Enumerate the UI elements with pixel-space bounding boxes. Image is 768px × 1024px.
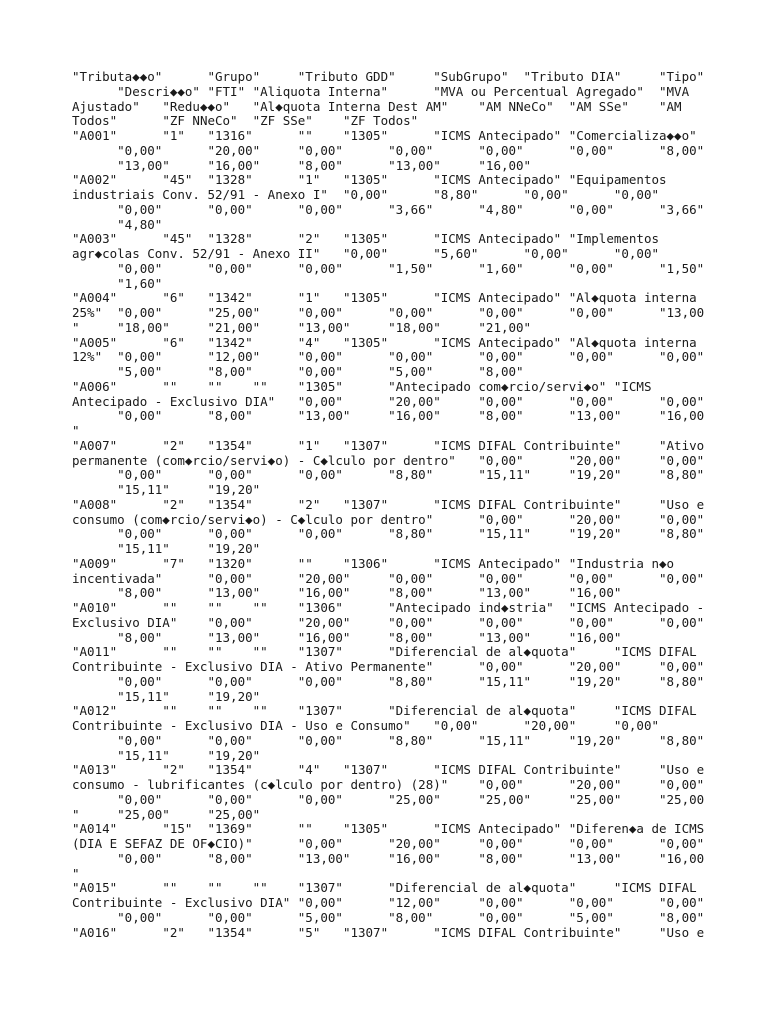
- text-line: 12%" "0,00" "12,00" "0,00" "0,00" "0,00" "0,00" "0,00": [72, 349, 705, 365]
- text-line: Ajustado" "Redu◆◆o" "Al◆quota Interna Dest AM" "AM NNeCo" "AM SSe" "AM: [72, 98, 682, 114]
- text-line: "A013" "2" "1354" "4" "1307" "ICMS DIFAL Contribuinte" "Uso e: [72, 762, 705, 778]
- text-line: (DIA E SEFAZ DE OF◆CIO)" "0,00" "20,00" "0,00" "0,00" "0,00": [72, 836, 705, 851]
- text-line: "A011" "" "" "" "1307" "Diferencial de al◆quota" "ICMS DIFAL: [72, 644, 697, 660]
- text-line: "0,00" "20,00" "0,00" "0,00" "0,00" "0,00" "8,00": [72, 142, 705, 158]
- text-line: "A016" "2" "1354" "5" "1307" "ICMS DIFAL Contribuinte" "Uso e: [72, 924, 705, 940]
- text-line: "0,00" "0,00" "0,00" "8,80" "15,11" "19,20" "8,80": [72, 732, 705, 748]
- text-line: " "25,00" "25,00": [72, 806, 261, 822]
- text-line: "Descri◆◆o" "FTI" "Aliquota Interna" "MVA ou Percentual Agregado" "MVA: [72, 83, 690, 99]
- text-line: "13,00" "16,00" "8,00" "13,00" "16,00": [72, 157, 532, 173]
- text-line: "0,00" "0,00" "0,00" "8,80" "15,11" "19,20" "8,80": [72, 467, 705, 483]
- text-line: "A015" "" "" "" "1307" "Diferencial de al◆quota" "ICMS DIFAL: [72, 880, 697, 896]
- text-line: Contribuinte - Exclusivo DIA" "0,00" "12,00" "0,00" "0,00" "0,00": [72, 895, 705, 910]
- text-line: "5,00" "8,00" "0,00" "5,00" "8,00": [72, 364, 524, 379]
- tab-delimited-text-body: [72, 70, 704, 940]
- text-line: "A012" "" "" "" "1307" "Diferencial de al◆quota" "ICMS DIFAL: [72, 703, 697, 719]
- text-line: "A005" "6" "1342" "4" "1305" "ICMS Antecipado" "Al◆quota interna: [72, 334, 697, 350]
- text-line: "A008" "2" "1354" "2" "1307" "ICMS DIFAL Contribuinte" "Uso e: [72, 496, 705, 512]
- text-line: "8,00" "13,00" "16,00" "8,00" "13,00" "16,00": [72, 629, 622, 645]
- text-line: "4,80": [72, 216, 163, 232]
- text-line: "A001" "1" "1316" "" "1305" "ICMS Antecipado" "Comercializa◆◆o": [72, 128, 697, 143]
- text-line: "A007" "2" "1354" "1" "1307" "ICMS DIFAL Contribuinte" "Ativo: [72, 437, 705, 453]
- text-line: " "18,00" "21,00" "13,00" "18,00" "21,00": [72, 319, 532, 335]
- text-line: Antecipado - Exclusivo DIA" "0,00" "20,00" "0,00" "0,00" "0,00": [72, 393, 705, 409]
- text-line: incentivada" "0,00" "20,00" "0,00" "0,00" "0,00" "0,00": [72, 570, 705, 586]
- text-line: "A010" "" "" "" "1306" "Antecipado ind◆stria" "ICMS Antecipado -: [72, 600, 705, 615]
- text-line: "0,00" "0,00" "0,00" "8,80" "15,11" "19,20" "8,80": [72, 673, 705, 689]
- text-line: "A002" "45" "1328" "1" "1305" "ICMS Antecipado" "Equipamentos: [72, 172, 667, 188]
- text-line: Contribuinte - Exclusivo DIA - Ativo Permanente" "0,00" "20,00" "0,00": [72, 659, 705, 674]
- text-line: "8,00" "13,00" "16,00" "8,00" "13,00" "16,00": [72, 585, 622, 601]
- text-line: "A014" "15" "1369" "" "1305" "ICMS Antecipado" "Diferen◆a de ICMS: [72, 821, 705, 837]
- text-line: consumo - lubrificantes (c◆lculo por dentro) (28)" "0,00" "20,00" "0,00": [72, 777, 705, 792]
- text-line: "0,00" "0,00" "0,00" "8,80" "15,11" "19,20" "8,80": [72, 526, 705, 542]
- text-line: consumo (com◆rcio/servi◆o) - C◆lculo por dentro" "0,00" "20,00" "0,00": [72, 511, 705, 527]
- text-line: "15,11" "19,20": [72, 541, 261, 556]
- text-line: "0,00" "8,00" "13,00" "16,00" "8,00" "13,00" "16,00: [72, 408, 705, 424]
- text-line: "0,00" "0,00" "0,00" "1,50" "1,60" "0,00" "1,50": [72, 260, 705, 276]
- text-line: permanente (com◆rcio/servi◆o) - C◆lculo por dentro" "0,00" "20,00" "0,00": [72, 452, 705, 468]
- text-line: "1,60": [72, 275, 163, 291]
- text-line: 25%" "0,00" "25,00" "0,00" "0,00" "0,00" "0,00" "13,00: [72, 305, 705, 320]
- text-line: "15,11" "19,20": [72, 688, 261, 704]
- text-line: "15,11" "19,20": [72, 747, 261, 763]
- text-line: industriais Conv. 52/91 - Anexo I" "0,00" "8,80" "0,00" "0,00": [72, 187, 660, 202]
- text-line: "A006" "" "" "" "1305" "Antecipado com◆rcio/servi◆o" "ICMS: [72, 378, 652, 394]
- text-line: "0,00" "8,00" "13,00" "16,00" "8,00" "13,00" "16,00: [72, 850, 705, 866]
- text-line: Exclusivo DIA" "0,00" "20,00" "0,00" "0,00" "0,00" "0,00": [72, 614, 705, 630]
- text-line: ": [72, 423, 80, 438]
- text-line: "0,00" "0,00" "0,00" "3,66" "4,80" "0,00" "3,66": [72, 201, 705, 217]
- text-line: agr◆colas Conv. 52/91 - Anexo II" "0,00" "5,60" "0,00" "0,00": [72, 246, 660, 261]
- text-line: Contribuinte - Exclusivo DIA - Uso e Consumo" "0,00" "20,00" "0,00": [72, 718, 660, 733]
- text-line: "A003" "45" "1328" "2" "1305" "ICMS Antecipado" "Implementos: [72, 231, 660, 247]
- text-line: "0,00" "0,00" "0,00" "25,00" "25,00" "25,00" "25,00: [72, 791, 705, 807]
- text-line: "0,00" "0,00" "5,00" "8,00" "0,00" "5,00" "8,00": [72, 909, 705, 925]
- text-line: "A009" "7" "1320" "" "1306" "ICMS Antecipado" "Industria n◆o: [72, 555, 675, 571]
- text-line: ": [72, 865, 80, 881]
- text-line: "Tributa◆◆o" "Grupo" "Tributo GDD" "SubGrupo" "Tributo DIA" "Tipo": [72, 69, 705, 84]
- text-line: Todos" "ZF NNeCo" "ZF SSe" "ZF Todos": [72, 113, 419, 129]
- text-line: "15,11" "19,20": [72, 482, 261, 497]
- text-line: "A004" "6" "1342" "1" "1305" "ICMS Antecipado" "Al◆quota interna: [72, 290, 697, 306]
